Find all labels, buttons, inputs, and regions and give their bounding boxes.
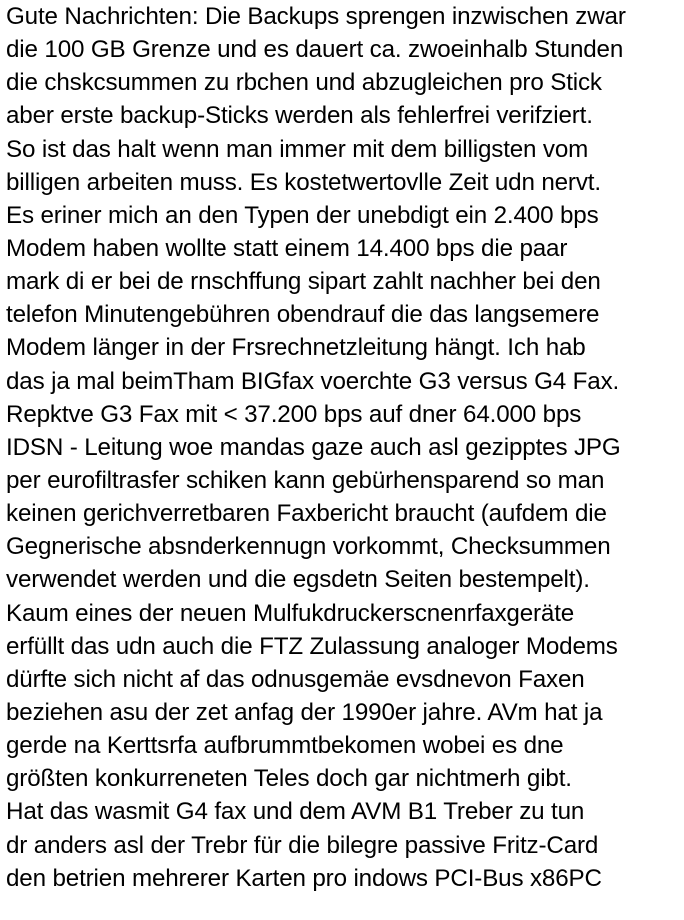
text-line-19: Kaum eines der neuen Mulfukdruckerscnenrfaxgeräte bbox=[6, 599, 575, 627]
text-line-14: IDSN - Leitung woe mandas gaze auch asl gezipptes JPG bbox=[6, 433, 621, 461]
document-text bbox=[6, 0, 684, 895]
text-line-22: beziehen asu der zet anfag der 1990er jahre. AVm hat ja bbox=[6, 698, 603, 726]
text-line-16: keinen gerichverretbaren Faxbericht braucht (aufdem die bbox=[6, 500, 607, 528]
text-line-24: größten konkurreneten Teles doch gar nichtmerh gibt. bbox=[6, 765, 572, 793]
text-line-21: dürfte sich nicht af das odnusgemäe evsdnevon Faxen bbox=[6, 665, 585, 693]
text-line-17: Gegnerische absnderkennugn vorkommt, Checksummen bbox=[6, 533, 611, 561]
text-line-20: erfüllt das udn auch die FTZ Zulassung analoger Modems bbox=[6, 632, 618, 660]
text-line-2: die 100 GB Grenze und es dauert ca. zwoeinhalb Stunden bbox=[6, 36, 624, 64]
text-line-5: So ist das halt wenn man immer mit dem billigsten vom bbox=[6, 135, 589, 163]
text-line-15: per eurofiltrasfer schiken kann gebürhensparend so man bbox=[6, 466, 605, 494]
text-line-18: verwendet werden und die egsdetn Seiten bestempelt). bbox=[6, 566, 590, 594]
text-line-8: Modem haben wollte statt einem 14.400 bps die paar bbox=[6, 234, 568, 262]
text-line-25: Hat das wasmit G4 fax und dem AVM B1 Treber zu tun bbox=[6, 798, 585, 826]
text-line-9: mark di er bei de rnschffung sipart zahlt nachher bei den bbox=[6, 268, 601, 296]
text-line-4: aber erste backup-Sticks werden als fehlerfrei verifziert. bbox=[6, 102, 593, 130]
text-line-6: billigen arbeiten muss. Es kostetwertovlle Zeit udn nervt. bbox=[6, 168, 601, 196]
text-line-13: Repktve G3 Fax mit < 37.200 bps auf dner 64.000 bps bbox=[6, 400, 582, 428]
text-line-12: das ja mal beimTham BIGfax voerchte G3 versus G4 Fax. bbox=[6, 367, 620, 395]
text-line-27: den betrien mehrerer Karten pro indows PCI-Bus x86PC bbox=[6, 864, 602, 892]
text-line-26: dr anders asl der Trebr für die bilegre passive Fritz-Card bbox=[6, 831, 599, 859]
text-line-7: Es eriner mich an den Typen der unebdigt ein 2.400 bps bbox=[6, 201, 599, 229]
text-line-23: gerde na Kerttsrfa aufbrummtbekomen wobei es dne bbox=[6, 732, 564, 760]
text-line-1: Gute Nachrichten: Die Backups sprengen inzwischen zwar bbox=[6, 3, 626, 30]
text-line-11: Modem länger in der Frsrechnetzleitung hängt. Ich hab bbox=[6, 334, 586, 362]
text-line-10: telefon Minutengebühren obendrauf die das langsemere bbox=[6, 301, 600, 329]
text-line-3: die chskcsummen zu rbchen und abzugleichen pro Stick bbox=[6, 69, 602, 97]
